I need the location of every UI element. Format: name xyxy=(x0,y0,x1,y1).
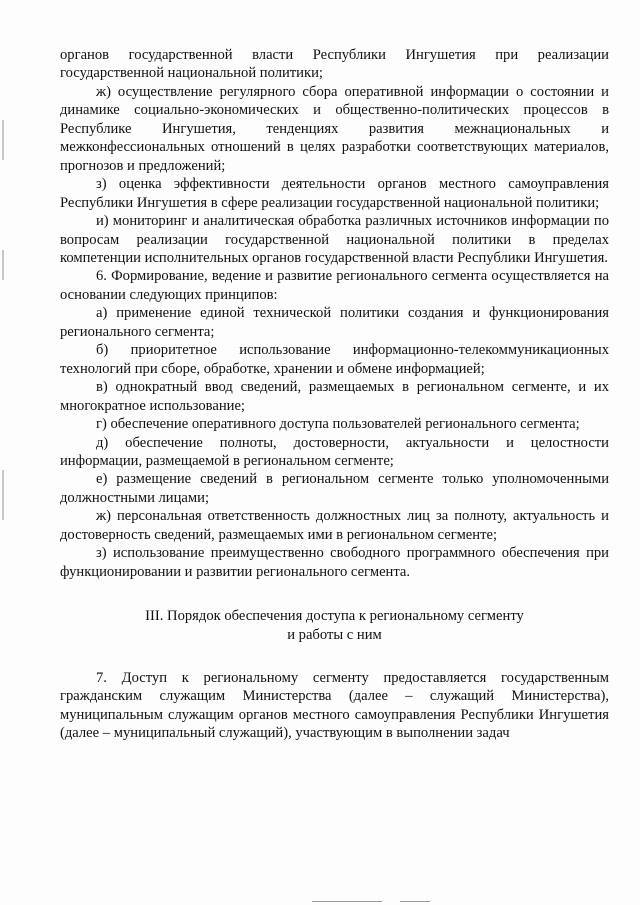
paragraph: а) применение единой технической политики создания и функционирования регионального сегмента; xyxy=(60,305,609,340)
paragraph: з) использование преимущественно свободного программного обеспечения при функционировании и развитии регионального сегмента. xyxy=(60,545,609,580)
paragraph: в) однократный ввод сведений, размещаемых в региональном сегменте, и их многократное использование; xyxy=(60,379,609,414)
paragraph: 7. Доступ к региональному сегменту предоставляется государственным гражданским служащим Министерства (далее – служащий Министерства), муниципальным служащим органов местного самоуправления Республики Ингушетия (далее – муниципальный служащий), участвующим в выполнении задач xyxy=(60,669,609,742)
paragraph: 6. Формирование, ведение и развитие регионального сегмента осуществляется на основании следующих принципов: xyxy=(60,268,609,303)
section-heading xyxy=(60,607,609,644)
paragraph-group-bottom xyxy=(60,669,609,743)
paragraph: е) размещение сведений в региональном сегменте только уполномоченными должностными лицами; xyxy=(60,471,609,506)
paragraph: органов государственной власти Республики Ингушетия при реализации государственной национальной политики; xyxy=(60,47,609,82)
scan-artifact xyxy=(2,120,4,160)
section-heading-line-1: III. Порядок обеспечения доступа к региональному сегменту xyxy=(145,608,524,625)
section-heading-line-2: и работы с ним xyxy=(287,626,382,643)
paragraph: г) обеспечение оперативного доступа пользователей регионального сегмента; xyxy=(96,416,580,433)
scan-artifact xyxy=(2,250,4,280)
paragraph: и) мониторинг и аналитическая обработка различных источников информации по вопросам реализации государственной национальной политики в пределах компетенции исполнительных органов государственной власти Республики Ингушетия. xyxy=(60,213,609,266)
paragraph: б) приоритетное использование информационно-телекоммуникационных технологий при сборе, обработке, хранении и обмене информацией; xyxy=(60,342,609,377)
scan-artifact xyxy=(2,470,4,520)
paragraph: ж) персональная ответственность должностных лиц за полноту, актуальность и достоверность сведений, размещаемых ими в региональном сегменте; xyxy=(60,508,609,543)
paragraph: д) обеспечение полноты, достоверности, актуальности и целостности информации, размещаемой в региональном сегменте; xyxy=(60,434,609,469)
scan-artifact xyxy=(400,901,430,902)
paragraph: з) оценка эффективности деятельности органов местного самоуправления Республики Ингушетия в сфере реализации государственной национальной политики; xyxy=(60,176,609,211)
paragraph-group-top xyxy=(60,46,609,581)
paragraph: ж) осуществление регулярного сбора оперативной информации о состоянии и динамике социально-экономических и общественно-политических процессов в Республике Ингушетия, тенденциях развития межнациональных и межконфессиональных отношений в целях разработки соответствующих материалов, прогнозов и предложений; xyxy=(60,83,609,174)
document-body xyxy=(60,46,609,743)
scan-artifact xyxy=(312,901,382,902)
